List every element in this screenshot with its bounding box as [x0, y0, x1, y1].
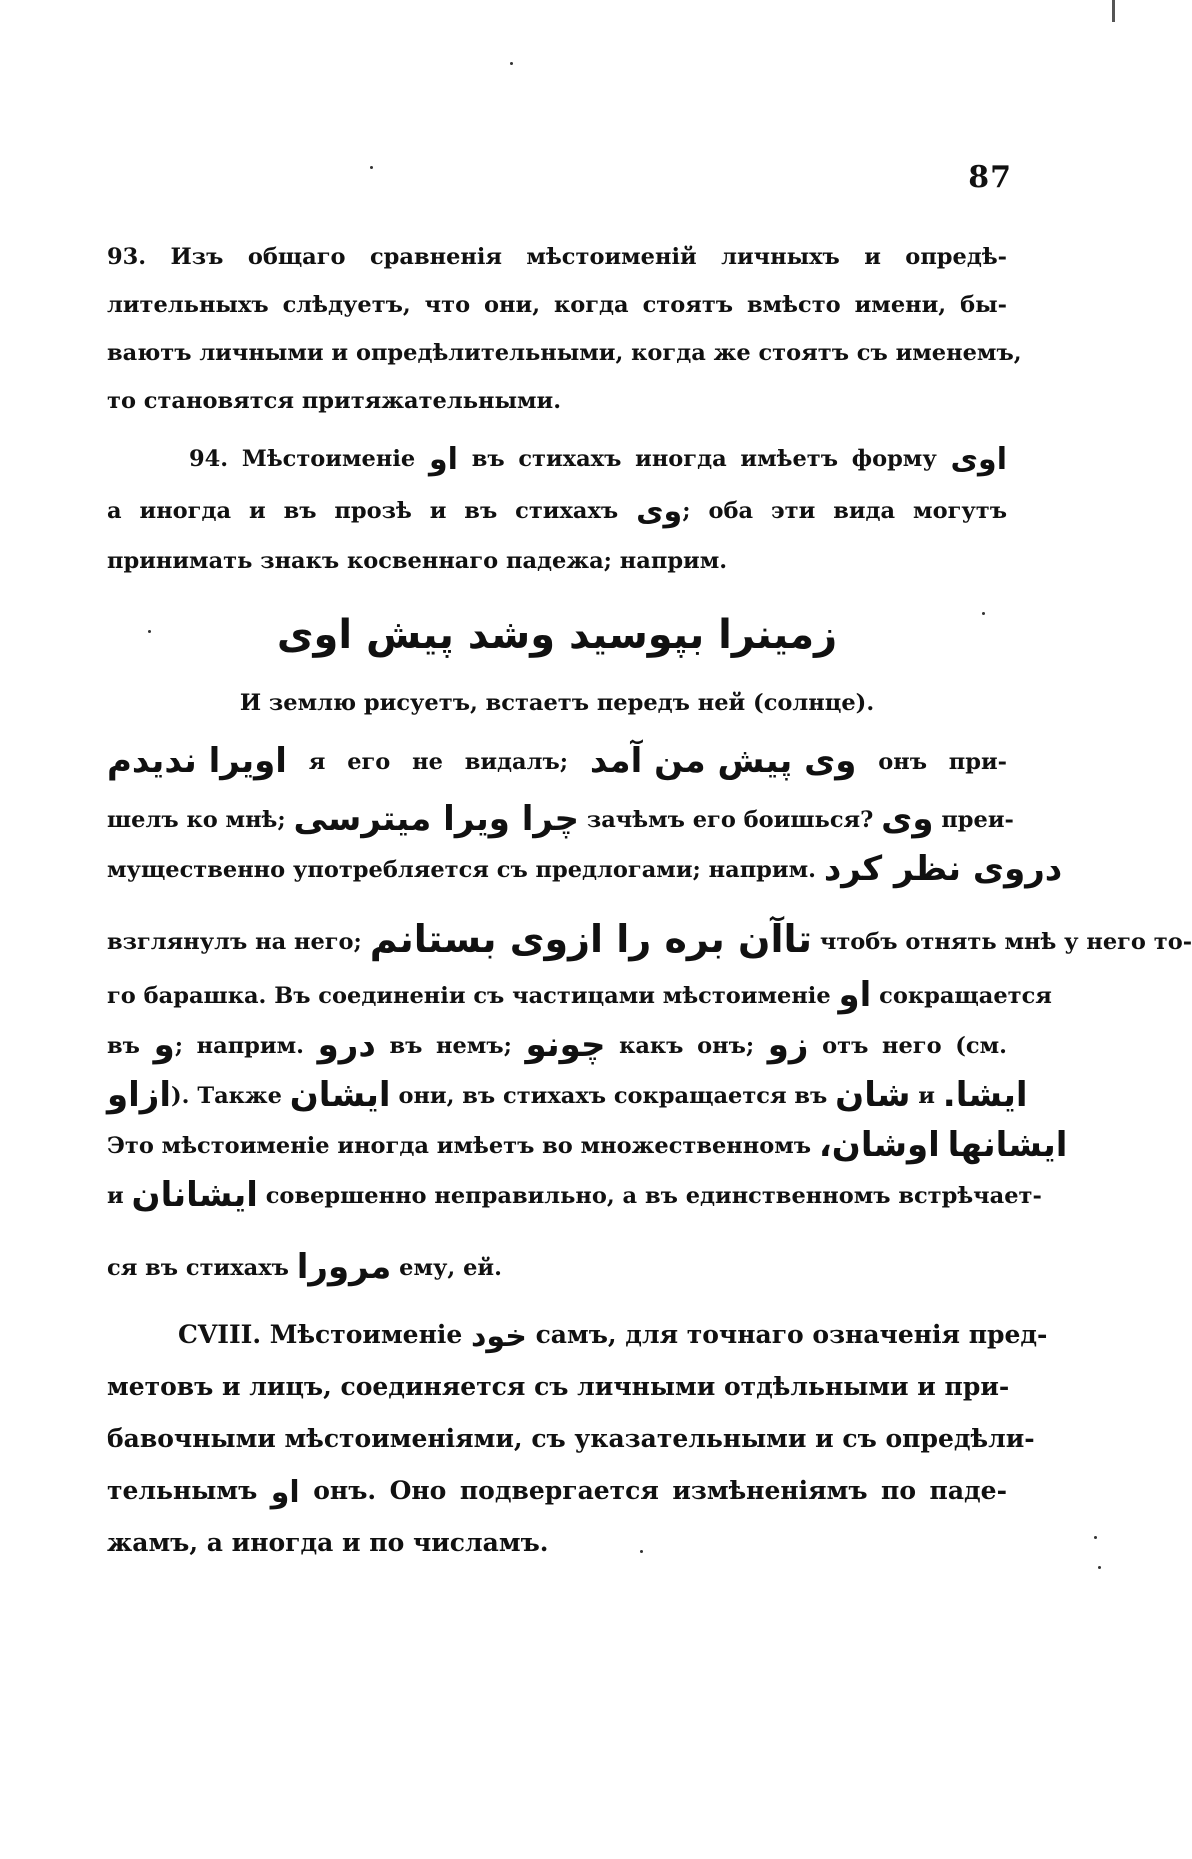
persian-word: وی	[881, 799, 934, 839]
text: они, въ стихахъ сокращается въ	[398, 1083, 828, 1109]
persian-word: درو	[317, 1025, 376, 1065]
persian-word: خود	[471, 1319, 527, 1354]
persian-word: ازاو	[107, 1075, 172, 1115]
text: совершенно неправильно, а въ единственномъ встрѣчает-	[265, 1183, 1042, 1209]
text: и	[107, 1183, 124, 1209]
example-line1	[107, 741, 1008, 781]
text: го барашка. Въ соединеніи съ частицами мѣстоименіе	[107, 983, 831, 1009]
para93-line2: лительныхъ слѣдуетъ, что они, когда стоятъ вмѣсто имени, бы-	[107, 292, 1007, 318]
text: ему, ей.	[399, 1255, 502, 1281]
text: чтобъ отнять мнѣ у него то-	[819, 929, 1192, 955]
page-edge-mark	[1112, 0, 1115, 22]
para93-line3: ваютъ личными и опредѣлительными, когда же стоятъ съ именемъ,	[107, 340, 1022, 366]
persian-word: زو	[767, 1025, 809, 1065]
persian-word: اوشان،	[818, 1125, 940, 1165]
example-line2	[107, 799, 1014, 839]
text: сокращается	[879, 983, 1052, 1009]
para94-line2	[107, 494, 1007, 529]
cviii-line1	[178, 1318, 1048, 1354]
text: ; оба эти вида могутъ	[682, 498, 1007, 524]
text: въ	[107, 1033, 140, 1059]
scan-speck	[1098, 1566, 1101, 1569]
text: взглянулъ на него;	[107, 929, 362, 955]
scan-speck	[148, 630, 151, 633]
example-line10	[107, 1247, 1007, 1287]
text: преи-	[941, 807, 1014, 833]
persian-word: و	[153, 1025, 175, 1065]
persian-word: چونو	[525, 1025, 606, 1065]
para94-line1	[189, 442, 1007, 477]
scan-speck	[370, 166, 373, 169]
text: онъ при-	[878, 749, 1008, 775]
text: я его не видалъ;	[308, 749, 569, 775]
example-line4	[107, 917, 1192, 961]
scan-speck	[510, 62, 513, 65]
text: тельнымъ	[107, 1476, 258, 1505]
persian-word: او	[838, 975, 872, 1015]
persian-word: ایشانها	[947, 1125, 1068, 1165]
persian-word: اوی	[950, 442, 1007, 477]
persian-verse: زمینرا بپوسید وشد پیش اوی	[276, 612, 838, 658]
persian-word: او	[428, 442, 458, 477]
text: какъ онъ;	[619, 1033, 755, 1059]
persian-word: وی	[636, 494, 683, 529]
scan-speck	[1094, 1536, 1097, 1539]
scan-speck	[982, 612, 985, 615]
text: ; наприм.	[174, 1033, 304, 1059]
page-number: 87	[968, 160, 1012, 195]
text: Это мѣстоименіе иногда имѣетъ во множественномъ	[107, 1133, 812, 1159]
example-line9	[107, 1175, 1042, 1215]
text: мущественно употребляется съ предлогами; наприм.	[107, 857, 816, 883]
para94-line3: принимать знакъ косвеннаго падежа; наприм.	[107, 548, 728, 574]
example-line7	[107, 1075, 1028, 1115]
text: 94. Мѣстоименіе	[189, 446, 416, 472]
scan-speck	[640, 1550, 643, 1553]
para93-line4: то становятся притяжательными.	[107, 388, 562, 414]
cviii-line5: жамъ, а иногда и по числамъ.	[107, 1528, 549, 1557]
persian-phrase: اویرا ندیدم	[107, 741, 287, 781]
text: CVIII. Мѣстоименіе	[178, 1320, 463, 1349]
persian-word: او	[270, 1475, 300, 1510]
text: ся въ стихахъ	[107, 1255, 289, 1281]
verse-translation: И землю рисуетъ, встаетъ передъ ней (солнце).	[239, 690, 875, 716]
text: въ стихахъ иногда имѣетъ форму	[471, 446, 937, 472]
text: отъ него (см.	[822, 1033, 1007, 1059]
persian-word: ایشان	[289, 1075, 391, 1115]
example-line6	[107, 1025, 1007, 1065]
persian-phrase: وی پیش من آمد	[589, 741, 857, 781]
text: а иногда и въ прозѣ и въ стихахъ	[107, 498, 619, 524]
text: ). Также	[171, 1083, 282, 1109]
persian-phrase: چرا ویرا میترسی	[293, 799, 580, 839]
text: самъ, для точнаго означенія пред-	[535, 1320, 1048, 1349]
persian-phrase: تاآن بره را ازوی بستانم	[369, 917, 813, 961]
cviii-line4	[107, 1474, 1007, 1510]
example-line3	[107, 849, 1063, 889]
persian-word: ایشا.	[942, 1075, 1028, 1115]
persian-word: ایشانان	[131, 1175, 258, 1215]
cviii-line3: бавочными мѣстоименіями, съ указательными и съ опредѣли-	[107, 1424, 1035, 1453]
text: и	[918, 1083, 935, 1109]
text: онъ. Оно подвергается измѣненіямъ по паде-	[313, 1476, 1007, 1505]
text: шелъ ко мнѣ;	[107, 807, 286, 833]
cviii-line2: метовъ и лицъ, соединяется съ личными отдѣльными и при-	[107, 1372, 1010, 1401]
para93-line1: 93. Изъ общаго сравненія мѣстоименій личныхъ и опредѣ-	[107, 244, 1007, 270]
text: въ немъ;	[389, 1033, 512, 1059]
example-line5	[107, 975, 1052, 1015]
persian-word: شان	[835, 1075, 911, 1115]
persian-word: مرورا	[296, 1247, 392, 1287]
persian-phrase: دروی نظر کرد	[823, 849, 1063, 889]
text: зачѣмъ его боишься?	[586, 807, 874, 833]
example-line8	[107, 1125, 1068, 1165]
